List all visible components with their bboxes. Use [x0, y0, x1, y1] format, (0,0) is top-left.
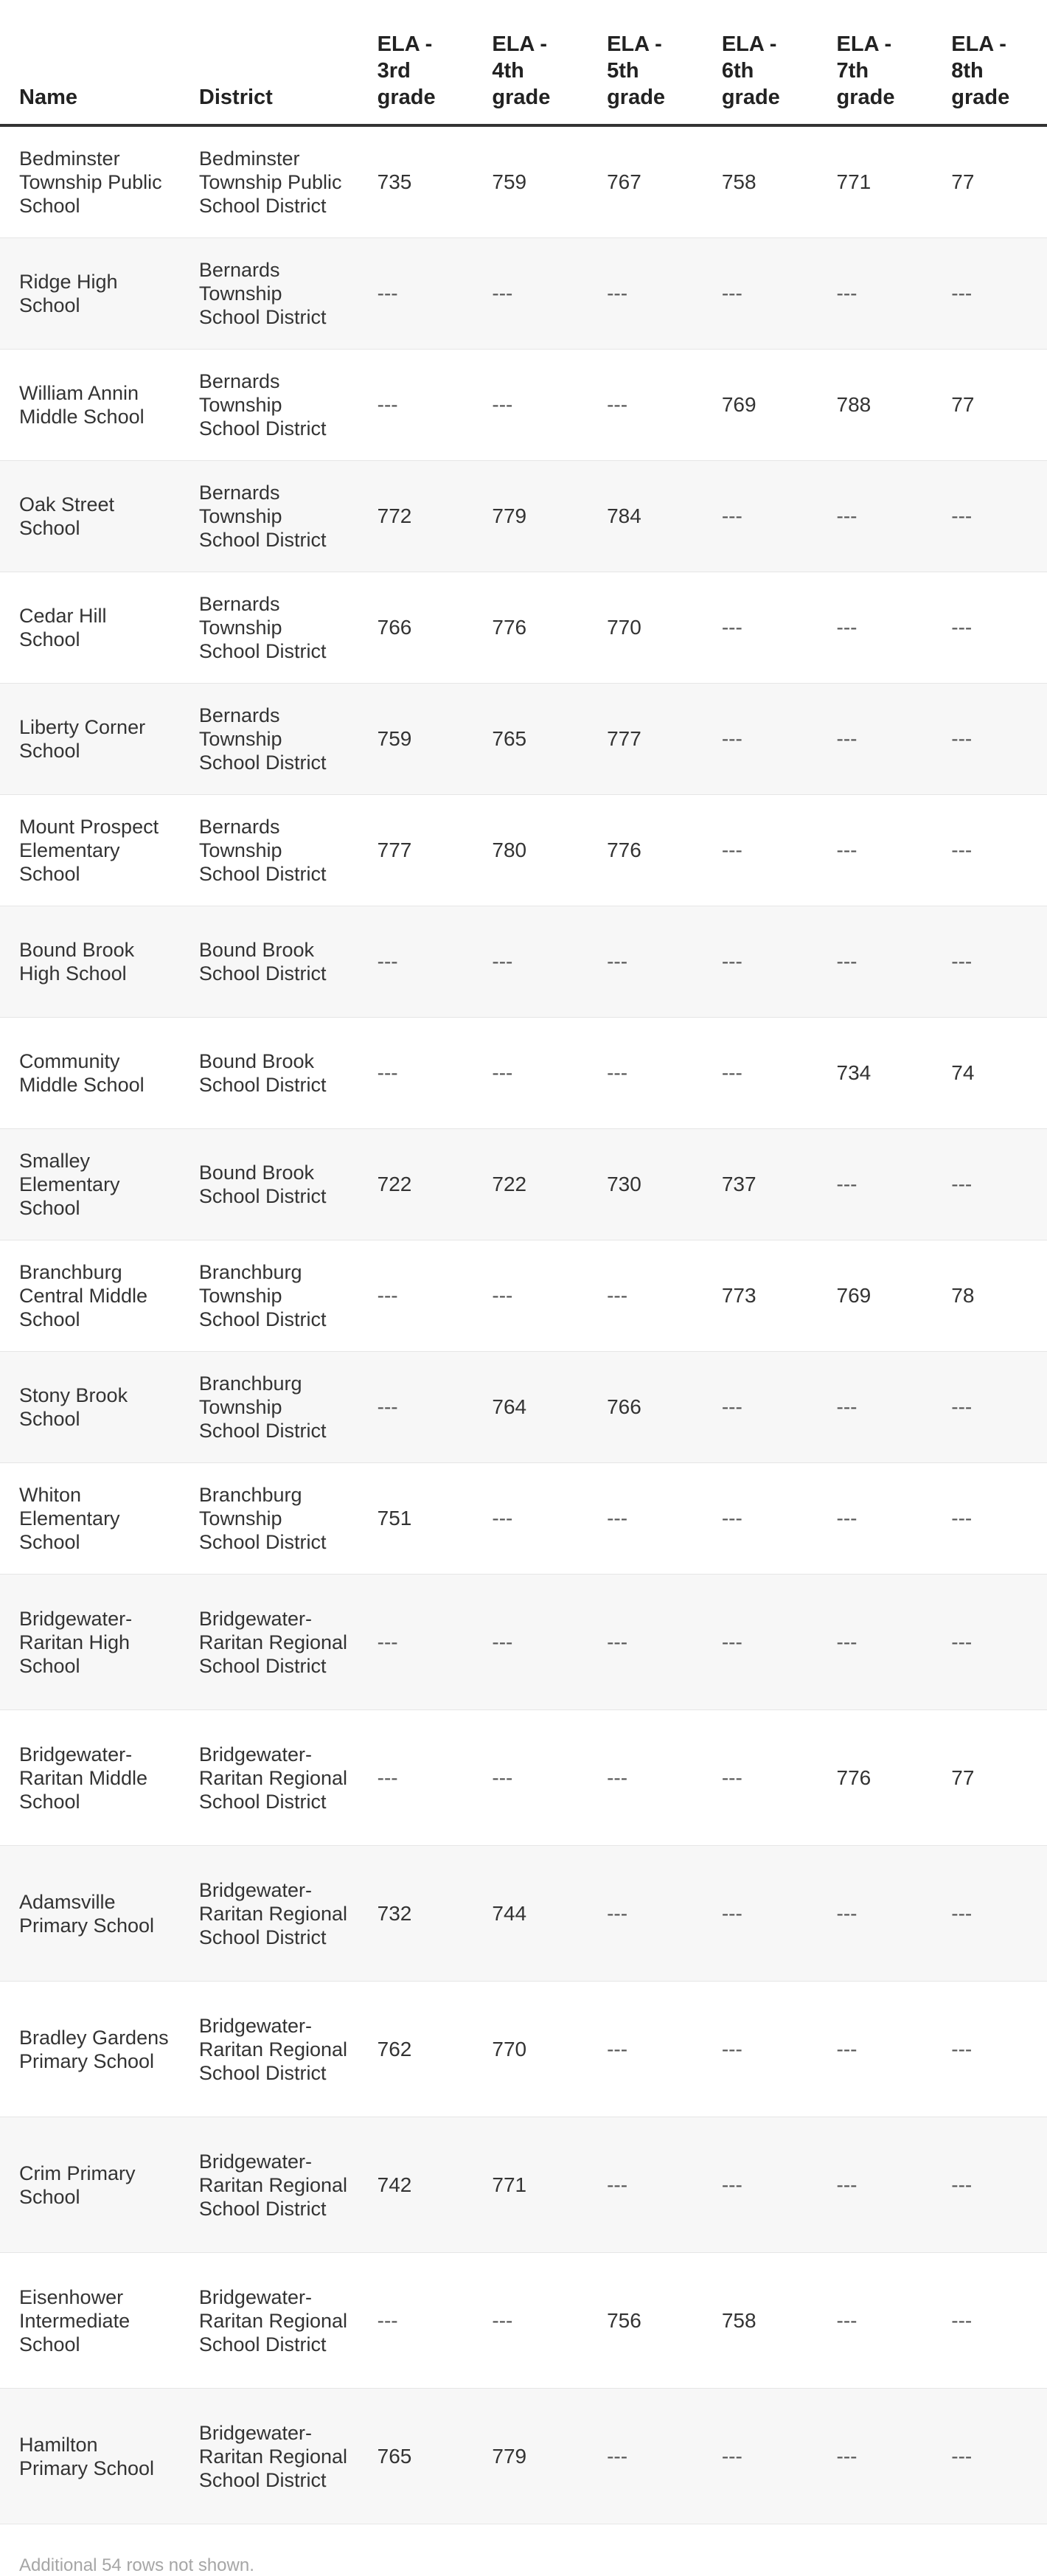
- district-cell: Bridgewater-Raritan Regional School District: [180, 2389, 358, 2524]
- table-row: [0, 2389, 1047, 2524]
- score-cell: ---: [932, 1982, 1047, 2117]
- table-row: [0, 572, 1047, 684]
- table-row: [0, 684, 1047, 795]
- score-cell: ---: [588, 238, 703, 350]
- score-cell: ---: [703, 1575, 818, 1710]
- score-cell: 776: [818, 1710, 933, 1846]
- district-cell: Branchburg Township School District: [180, 1240, 358, 1352]
- table-row: [0, 1018, 1047, 1129]
- score-cell: 771: [818, 125, 933, 238]
- table-row: [0, 906, 1047, 1018]
- score-cell: ---: [703, 906, 818, 1018]
- score-cell: ---: [703, 1352, 818, 1463]
- score-cell: ---: [358, 238, 473, 350]
- school-name-cell: Ridge High School: [0, 238, 180, 350]
- score-cell: ---: [588, 1240, 703, 1352]
- score-cell: 732: [358, 1846, 473, 1982]
- score-cell: ---: [818, 2117, 933, 2253]
- score-cell: ---: [703, 2389, 818, 2524]
- score-cell: ---: [358, 1018, 473, 1129]
- score-cell: ---: [818, 1846, 933, 1982]
- school-name-cell: Cedar Hill School: [0, 572, 180, 684]
- school-name-cell: Bridgewater-Raritan High School: [0, 1575, 180, 1710]
- district-cell: Bernards Township School District: [180, 684, 358, 795]
- score-cell: ---: [818, 795, 933, 906]
- score-cell: ---: [473, 2253, 588, 2389]
- score-cell: ---: [588, 1982, 703, 2117]
- table-row: [0, 125, 1047, 238]
- district-cell: Bernards Township School District: [180, 795, 358, 906]
- score-cell: ---: [703, 1463, 818, 1575]
- score-cell: 766: [358, 572, 473, 684]
- score-cell: ---: [932, 2253, 1047, 2389]
- table-row: [0, 1575, 1047, 1710]
- score-cell: ---: [703, 1018, 818, 1129]
- score-cell: 779: [473, 461, 588, 572]
- school-name-cell: Mount Prospect Elementary School: [0, 795, 180, 906]
- score-cell: 777: [588, 684, 703, 795]
- score-cell: 742: [358, 2117, 473, 2253]
- score-cell: 78: [932, 1240, 1047, 1352]
- score-cell: ---: [818, 1129, 933, 1240]
- score-cell: 77: [932, 1710, 1047, 1846]
- table-row: [0, 1129, 1047, 1240]
- score-cell: ---: [818, 1463, 933, 1575]
- district-cell: Bridgewater-Raritan Regional School District: [180, 1575, 358, 1710]
- score-cell: ---: [588, 1018, 703, 1129]
- score-cell: ---: [358, 350, 473, 461]
- table-row: [0, 461, 1047, 572]
- score-cell: 770: [588, 572, 703, 684]
- header-ela-5th[interactable]: ELA - 5th grade: [588, 0, 703, 125]
- score-cell: 77: [932, 350, 1047, 461]
- district-cell: Branchburg Township School District: [180, 1463, 358, 1575]
- score-cell: ---: [473, 238, 588, 350]
- school-name-cell: Stony Brook School: [0, 1352, 180, 1463]
- score-cell: ---: [932, 1352, 1047, 1463]
- score-cell: 734: [818, 1018, 933, 1129]
- table-row: [0, 1846, 1047, 1982]
- score-cell: 759: [473, 125, 588, 238]
- score-cell: ---: [473, 350, 588, 461]
- header-ela-8th[interactable]: ELA - 8th grade: [932, 0, 1047, 125]
- score-cell: 764: [473, 1352, 588, 1463]
- district-cell: Bridgewater-Raritan Regional School District: [180, 2117, 358, 2253]
- score-cell: ---: [473, 1710, 588, 1846]
- score-cell: ---: [818, 2389, 933, 2524]
- score-cell: 722: [358, 1129, 473, 1240]
- score-cell: 779: [473, 2389, 588, 2524]
- score-cell: ---: [588, 1846, 703, 1982]
- score-cell: ---: [703, 795, 818, 906]
- district-cell: Bound Brook School District: [180, 1018, 358, 1129]
- table-row: [0, 1463, 1047, 1575]
- score-cell: ---: [358, 1710, 473, 1846]
- district-cell: Bridgewater-Raritan Regional School District: [180, 1846, 358, 1982]
- school-name-cell: Oak Street School: [0, 461, 180, 572]
- score-cell: 784: [588, 461, 703, 572]
- score-cell: 767: [588, 125, 703, 238]
- district-cell: Branchburg Township School District: [180, 1352, 358, 1463]
- header-name[interactable]: Name: [0, 0, 180, 125]
- score-cell: ---: [818, 906, 933, 1018]
- score-cell: ---: [932, 2389, 1047, 2524]
- score-cell: 765: [473, 684, 588, 795]
- score-cell: 776: [588, 795, 703, 906]
- score-cell: 730: [588, 1129, 703, 1240]
- district-cell: Bound Brook School District: [180, 1129, 358, 1240]
- score-cell: ---: [588, 906, 703, 1018]
- header-ela-6th[interactable]: ELA - 6th grade: [703, 0, 818, 125]
- score-cell: ---: [473, 1018, 588, 1129]
- school-name-cell: Bridgewater-Raritan Middle School: [0, 1710, 180, 1846]
- score-cell: ---: [358, 2253, 473, 2389]
- header-ela-4th[interactable]: ELA - 4th grade: [473, 0, 588, 125]
- score-cell: 772: [358, 461, 473, 572]
- header-district[interactable]: District: [180, 0, 358, 125]
- score-cell: 758: [703, 125, 818, 238]
- district-cell: Bernards Township School District: [180, 350, 358, 461]
- score-cell: ---: [588, 1575, 703, 1710]
- score-cell: 758: [703, 2253, 818, 2389]
- school-name-cell: Bradley Gardens Primary School: [0, 1982, 180, 2117]
- score-cell: ---: [703, 1982, 818, 2117]
- score-cell: ---: [358, 906, 473, 1018]
- district-cell: Bridgewater-Raritan Regional School District: [180, 1710, 358, 1846]
- score-cell: ---: [932, 1575, 1047, 1710]
- district-cell: Bernards Township School District: [180, 572, 358, 684]
- district-cell: Bridgewater-Raritan Regional School District: [180, 1982, 358, 2117]
- score-cell: 771: [473, 2117, 588, 2253]
- rows-not-shown-note: Additional 54 rows not shown.: [19, 2555, 254, 2575]
- score-cell: 756: [588, 2253, 703, 2389]
- score-cell: ---: [358, 1575, 473, 1710]
- district-cell: Bernards Township School District: [180, 461, 358, 572]
- score-cell: ---: [703, 2117, 818, 2253]
- score-cell: 759: [358, 684, 473, 795]
- school-name-cell: Branchburg Central Middle School: [0, 1240, 180, 1352]
- score-cell: ---: [588, 2117, 703, 2253]
- score-cell: ---: [932, 2117, 1047, 2253]
- table-body: [0, 125, 1047, 2524]
- score-cell: 762: [358, 1982, 473, 2117]
- district-cell: Bound Brook School District: [180, 906, 358, 1018]
- score-cell: ---: [703, 238, 818, 350]
- school-name-cell: Hamilton Primary School: [0, 2389, 180, 2524]
- table-row: [0, 1240, 1047, 1352]
- score-cell: 769: [703, 350, 818, 461]
- score-cell: ---: [818, 1352, 933, 1463]
- score-cell: ---: [588, 2389, 703, 2524]
- score-cell: 776: [473, 572, 588, 684]
- school-name-cell: William Annin Middle School: [0, 350, 180, 461]
- score-cell: ---: [818, 684, 933, 795]
- score-cell: ---: [358, 1352, 473, 1463]
- score-cell: ---: [818, 461, 933, 572]
- school-name-cell: Smalley Elementary School: [0, 1129, 180, 1240]
- score-cell: ---: [703, 1710, 818, 1846]
- score-cell: ---: [588, 1710, 703, 1846]
- header-row: [0, 0, 1047, 125]
- score-cell: ---: [703, 572, 818, 684]
- school-name-cell: Eisenhower Intermediate School: [0, 2253, 180, 2389]
- score-cell: ---: [588, 1463, 703, 1575]
- score-cell: ---: [818, 572, 933, 684]
- score-cell: 788: [818, 350, 933, 461]
- table-row: [0, 1710, 1047, 1846]
- district-cell: Bedminster Township Public School District: [180, 125, 358, 238]
- school-name-cell: Bound Brook High School: [0, 906, 180, 1018]
- score-cell: ---: [473, 1240, 588, 1352]
- score-cell: ---: [932, 238, 1047, 350]
- table-row: [0, 238, 1047, 350]
- score-cell: ---: [473, 1575, 588, 1710]
- score-cell: 766: [588, 1352, 703, 1463]
- school-name-cell: Community Middle School: [0, 1018, 180, 1129]
- score-cell: ---: [818, 238, 933, 350]
- table-row: [0, 1982, 1047, 2117]
- score-cell: 744: [473, 1846, 588, 1982]
- school-name-cell: Adamsville Primary School: [0, 1846, 180, 1982]
- score-cell: ---: [932, 795, 1047, 906]
- score-cell: ---: [473, 906, 588, 1018]
- score-cell: 74: [932, 1018, 1047, 1129]
- table-row: [0, 1352, 1047, 1463]
- score-cell: ---: [818, 1982, 933, 2117]
- score-cell: 770: [473, 1982, 588, 2117]
- score-cell: ---: [932, 1129, 1047, 1240]
- score-cell: 773: [703, 1240, 818, 1352]
- score-cell: 735: [358, 125, 473, 238]
- score-cell: 769: [818, 1240, 933, 1352]
- score-cell: ---: [358, 1240, 473, 1352]
- score-cell: ---: [473, 1463, 588, 1575]
- table-row: [0, 2253, 1047, 2389]
- header-ela-3rd[interactable]: ELA - 3rd grade: [358, 0, 473, 125]
- district-cell: Bernards Township School District: [180, 238, 358, 350]
- table-row: [0, 795, 1047, 906]
- header-ela-7th[interactable]: ELA - 7th grade: [818, 0, 933, 125]
- score-cell: ---: [932, 461, 1047, 572]
- score-cell: 751: [358, 1463, 473, 1575]
- score-cell: ---: [932, 1846, 1047, 1982]
- school-name-cell: Liberty Corner School: [0, 684, 180, 795]
- score-cell: ---: [932, 906, 1047, 1018]
- school-name-cell: Bedminster Township Public School: [0, 125, 180, 238]
- school-name-cell: Whiton Elementary School: [0, 1463, 180, 1575]
- score-cell: 722: [473, 1129, 588, 1240]
- score-cell: ---: [932, 1463, 1047, 1575]
- score-cell: 765: [358, 2389, 473, 2524]
- school-name-cell: Crim Primary School: [0, 2117, 180, 2253]
- score-cell: ---: [932, 572, 1047, 684]
- score-cell: ---: [703, 1846, 818, 1982]
- score-cell: 77: [932, 125, 1047, 238]
- score-cell: 777: [358, 795, 473, 906]
- table-row: [0, 2117, 1047, 2253]
- score-cell: ---: [588, 350, 703, 461]
- score-cell: ---: [703, 461, 818, 572]
- score-cell: ---: [932, 684, 1047, 795]
- table-row: [0, 350, 1047, 461]
- score-cell: ---: [818, 1575, 933, 1710]
- score-cell: ---: [818, 2253, 933, 2389]
- score-cell: 737: [703, 1129, 818, 1240]
- score-cell: ---: [703, 684, 818, 795]
- district-cell: Bridgewater-Raritan Regional School District: [180, 2253, 358, 2389]
- score-cell: 780: [473, 795, 588, 906]
